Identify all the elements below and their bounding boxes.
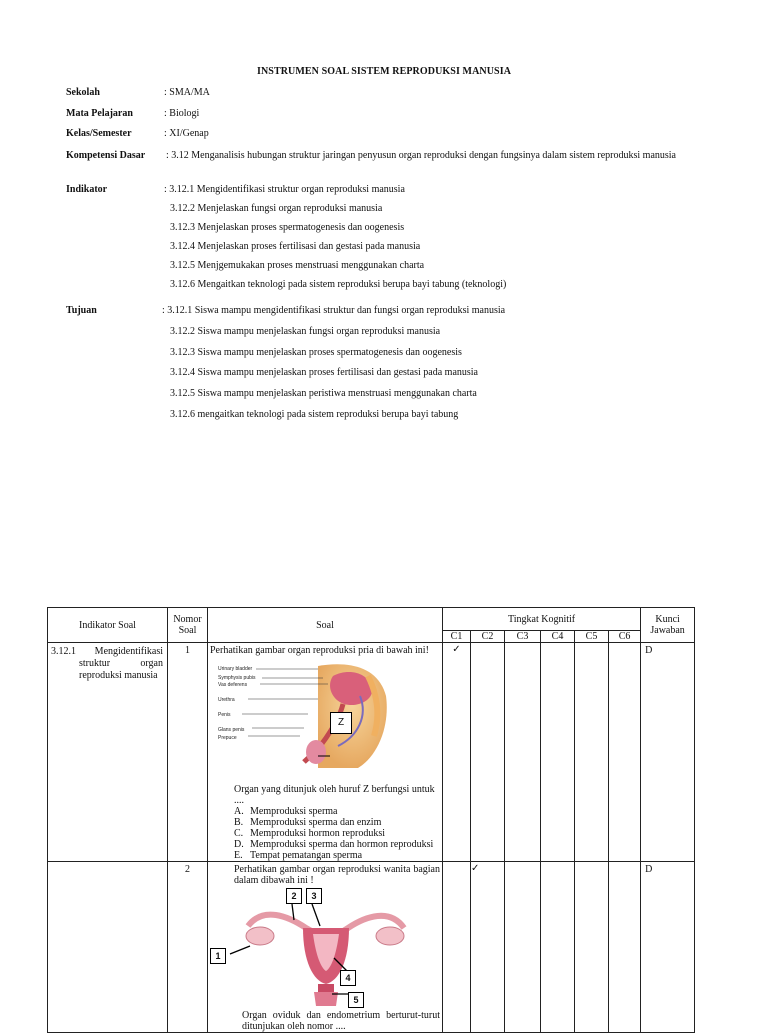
soal-cell <box>208 643 443 862</box>
question-table <box>47 607 695 1033</box>
nomor-soal-cell: 1 <box>168 643 208 862</box>
tujuan-item: : 3.12.1 Siswa mampu mengidentifikasi struktur dan fungsi organ reproduksi manusia <box>162 305 506 316</box>
female-anatomy-illustration <box>208 886 443 1008</box>
level-c4-cell <box>541 643 575 862</box>
header-kunci-jawaban: Kunci Jawaban <box>641 608 695 643</box>
option-a <box>208 806 442 817</box>
meta-label: Kompetensi Dasar <box>66 150 146 161</box>
figure-label: Vas deferens <box>218 682 248 688</box>
document-title: INSTRUMEN SOAL SISTEM REPRODUKSI MANUSIA <box>256 66 512 77</box>
meta-value: : 3.12 Menganalisis hubungan struktur jaringan penyusun organ reproduksi dengan fungsinya dalam sistem reproduksi manusia <box>166 150 676 161</box>
option-b <box>208 817 442 828</box>
indikator-item: 3.12.5 Menjgemukakan proses menstruasi menggunakan charta <box>170 260 425 271</box>
option-text: Memproduksi sperma dan hormon reproduksi <box>250 839 434 850</box>
tujuan-label: Tujuan <box>66 305 97 316</box>
table-row <box>48 862 695 1033</box>
header-nomor-soal: Nomor Soal <box>168 608 208 643</box>
marker-2: 2 <box>286 888 302 904</box>
level-c1-cell: ✓ <box>443 643 471 862</box>
soal-prompt: Perhatikan gambar organ reproduksi pria di bawah ini! <box>210 645 429 656</box>
option-c <box>208 828 442 839</box>
meta-value: : Biologi <box>164 108 200 119</box>
marker-5: 5 <box>348 992 364 1008</box>
figure-label: Urethra <box>218 697 235 703</box>
figure-label: Prepuce <box>218 735 237 741</box>
indikator-item: : 3.12.1 Mengidentifikasi struktur organ reproduksi manusia <box>164 184 405 195</box>
level-c2-cell: ✓ <box>471 862 505 1033</box>
option-text: Memproduksi sperma dan enzim <box>250 817 382 828</box>
soal-question: Organ yang ditunjuk oleh huruf Z berfungsi untuk .... <box>234 784 435 806</box>
kunci-jawaban-cell: D <box>641 643 695 862</box>
marker-z: Z <box>330 712 352 734</box>
female-reproductive-figure <box>208 886 442 1008</box>
figure-leader-lines <box>208 656 443 776</box>
indikator-soal-cell <box>48 643 168 862</box>
header-tingkat-kognitif: Tingkat Kognitif <box>443 608 641 631</box>
indikator-soal-cell <box>48 862 168 1033</box>
table-row <box>48 643 695 862</box>
option-d <box>208 839 442 850</box>
header-indikator-soal: Indikator Soal <box>48 608 168 643</box>
marker-3: 3 <box>306 888 322 904</box>
tujuan-item: 3.12.4 Siswa mampu menjelaskan proses fertilisasi dan gestasi pada manusia <box>170 367 478 378</box>
level-c4-cell <box>541 862 575 1033</box>
indikator-line: reproduksi manusia <box>79 670 158 681</box>
meta-kompetensi-dasar <box>66 150 696 176</box>
male-reproductive-figure <box>208 656 442 776</box>
figure-label: Symphysis pubis <box>218 675 256 681</box>
option-letter: E. <box>234 850 243 861</box>
header-level-c5: C5 <box>575 631 609 643</box>
header-level-c1: C1 <box>443 631 471 643</box>
option-letter: C. <box>234 828 244 839</box>
level-c5-cell <box>575 643 609 862</box>
tujuan-item: 3.12.5 Siswa mampu menjelaskan peristiwa menstruasi menggunakan charta <box>170 388 477 399</box>
nomor-soal-cell: 2 <box>168 862 208 1033</box>
soal-cell <box>208 862 443 1033</box>
option-letter: D. <box>234 839 244 850</box>
level-c3-cell <box>505 862 541 1033</box>
indikator-label: Indikator <box>66 184 108 195</box>
kunci-jawaban-cell: D <box>641 862 695 1033</box>
option-e <box>208 850 442 861</box>
option-text: Tempat pematangan sperma <box>250 850 363 861</box>
header-level-c2: C2 <box>471 631 505 643</box>
indikator-item: 3.12.3 Menjelaskan proses spermatogenesis dan oogenesis <box>170 222 405 233</box>
meta-value: : SMA/MA <box>164 87 210 98</box>
table-header-row <box>48 608 695 631</box>
option-letter: A. <box>234 806 244 817</box>
level-c1-cell <box>443 862 471 1033</box>
indikator-item: 3.12.4 Menjelaskan proses fertilisasi dan gestasi pada manusia <box>170 241 421 252</box>
tujuan-item: 3.12.2 Siswa mampu menjelaskan fungsi organ reproduksi manusia <box>170 326 441 337</box>
figure-label: Glans penis <box>218 727 245 733</box>
level-c2-cell <box>471 643 505 862</box>
indikator-item: 3.12.2 Menjelaskan fungsi organ reproduksi manusia <box>170 203 383 214</box>
soal-question: Organ oviduk dan endometrium berturut-turut ditunjukan oleh nomor .... <box>242 1010 440 1032</box>
tujuan-item: 3.12.6 mengaitkan teknologi pada sistem reproduksi berupa bayi tabung <box>170 409 459 420</box>
option-letter: B. <box>234 817 244 828</box>
figure-label: Penis <box>218 712 231 718</box>
soal-prompt: Perhatikan gambar organ reproduksi wanita bagian dalam dibawah ini ! <box>234 864 440 886</box>
marker-4: 4 <box>340 970 356 986</box>
meta-value: : XI/Genap <box>164 128 209 139</box>
level-c6-cell <box>609 862 641 1033</box>
meta-label: Kelas/Semester <box>66 128 132 139</box>
indikator-item: 3.12.6 Mengaitkan teknologi pada sistem reproduksi berupa bayi tabung (teknologi) <box>170 279 507 290</box>
tujuan-item: 3.12.3 Siswa mampu menjelaskan proses spermatogenesis dan oogenesis <box>170 347 462 358</box>
marker-1: 1 <box>210 948 226 964</box>
header-level-c6: C6 <box>609 631 641 643</box>
header-level-c4: C4 <box>541 631 575 643</box>
level-c5-cell <box>575 862 609 1033</box>
option-text: Memproduksi sperma <box>250 806 338 817</box>
indikator-line: struktur organ <box>79 658 163 669</box>
level-c6-cell <box>609 643 641 862</box>
figure-label: Urinary bladder <box>218 666 253 672</box>
option-text: Memproduksi hormon reproduksi <box>250 828 385 839</box>
meta-label: Mata Pelajaran <box>66 108 133 119</box>
header-soal: Soal <box>208 608 443 643</box>
level-c3-cell <box>505 643 541 862</box>
meta-label: Sekolah <box>66 87 100 98</box>
header-level-c3: C3 <box>505 631 541 643</box>
indikator-line: 3.12.1 Mengidentifikasi <box>51 646 163 657</box>
